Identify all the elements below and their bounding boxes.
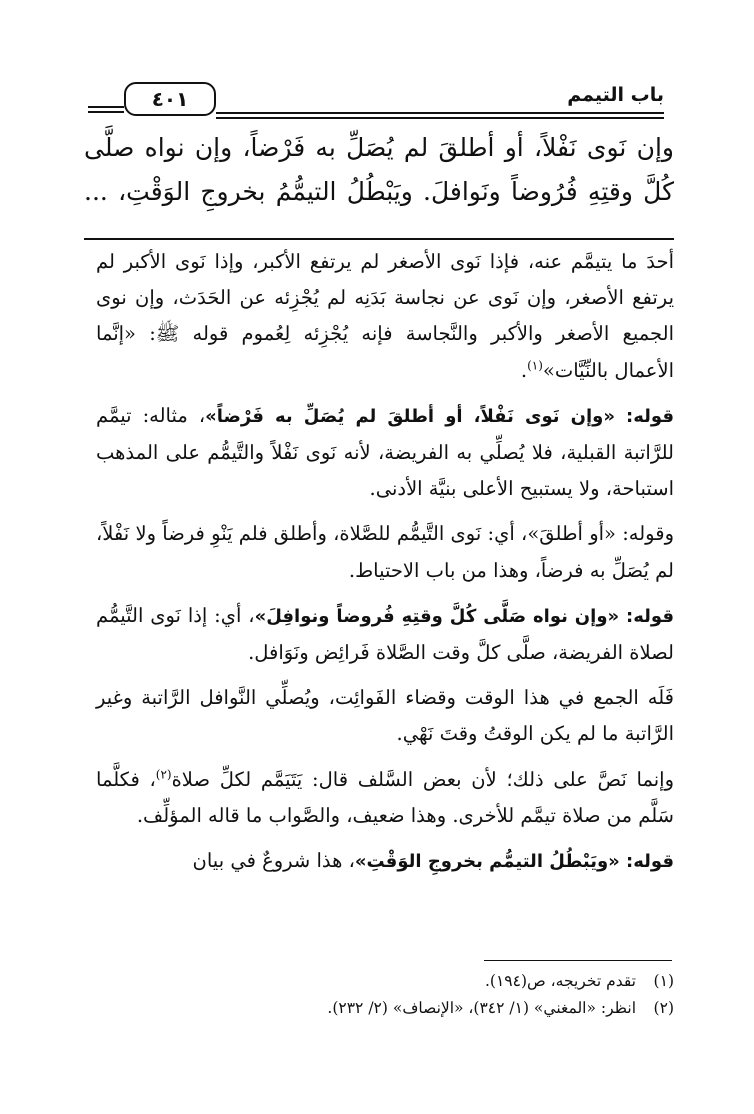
quoted-matn: قوله: «ويَبْطُلُ التيمُّم بخروجِ الوَقْتِ» (354, 851, 674, 873)
quoted-matn: قوله: «وإن نواه صَلَّى كُلَّ وقتِهِ فُروضاً ونوافِلَ» (254, 605, 675, 627)
header-rule (88, 111, 124, 113)
footnote-ref: (٢) (155, 767, 172, 782)
quoted-matn: قوله: «وإن نَوى نَفْلاً، أو أطلقَ لم يُصَلِّ به فَرْضاً» (205, 405, 674, 427)
footnote (96, 968, 674, 995)
paragraph: وقوله: «أو أطلقَ»، أي: نَوى التَّيمُّم للصَّلاة، وأطلق فلم يَنْوِ فرضاً ولا نَفْلاً، لم يُصَلِّ به فرضاً، وهذا من باب الاحتياط. (96, 522, 674, 582)
footnote (96, 995, 674, 1022)
header-rule (216, 112, 664, 114)
paragraph: فَلَه الجمع في هذا الوقت وقضاء الفَوائِت، ويُصلِّي النَّوافل الرَّاتبة وغير الرَّاتبة ما لم يكن الوقتُ وقتَ نَهْي. (96, 686, 674, 746)
footnotes (96, 968, 674, 1022)
footnote-ref: (١) (527, 358, 543, 373)
commentary (96, 244, 674, 889)
paragraph: قوله: «وإن نواه صَلَّى كُلَّ وقتِهِ فُروضاً ونوافِلَ»، أي: إذا نَوى التَّيمُّم لصلاة الفريضة، صلَّى كلَّ وقت الصَّلاة فَرائِض ونَوَافل. (96, 603, 675, 665)
matn-line: كُلَّ وقتِهِ فُرُوضاً ونَوافلَ. ويَبْطُلُ التيمُّمُ بخروجِ الوَقْتِ، ... (84, 177, 674, 206)
page-header (88, 82, 664, 122)
footnote-text: انظر: «المغني» (١/ ٣٤٢)، «الإنصاف» (٢/ ٢٣٢). (327, 999, 636, 1017)
page-number: ٤٠١ (124, 82, 216, 116)
footnote-text: تقدم تخريجه، ص(١٩٤). (484, 972, 636, 990)
matn-separator (84, 238, 674, 240)
paragraph: قوله: «وإن نَوى نَفْلاً، أو أطلقَ لم يُصَلِّ به فَرْضاً»، مثاله: تيمَّم للرَّاتبة القبلية، فلا يُصلِّي به الفريضة، لأنه نَوى نَفْلاً والتَّيمُّم على المذهب استباحة، ولا يستبيح الأعلى بنيَّة الأدنى. (96, 403, 674, 501)
matn-line: وإن نَوى نَفْلاً، أو أطلقَ لم يُصَلِّ به فَرْضاً، وإن نواه صلَّى (84, 133, 674, 162)
header-rule (216, 117, 664, 119)
paragraph: وإنما نَصَّ على ذلك؛ لأن بعض السَّلف قال: يَتَيَمَّم لكلِّ صلاة$^{(٢)}$، فكلَّما سَلَّم من صلاة تيمَّم للأخرى. وهذا ضعيف، والصَّواب ما قاله المؤلِّف. (96, 767, 674, 827)
chapter-title: باب التيمم (567, 84, 664, 106)
paragraph: أحدَ ما يتيمَّم عنه، فإذا نَوى الأصغر لم يرتفع الأكبر، وإذا نَوى الأكبر لم يرتفع الأصغر، وإن نَوى عن نجاسة بَدَنِه لم يُجْزِئه عن الحَدَث، وإن نوى الجميع الأصغر والأكبر والنَّجاسة فإنه يُجْزِئه لِعُموم قوله ﷺ: «إنَّما الأعمال بالنِّيَّات»$^{(١)}$. (96, 250, 674, 382)
paragraph: قوله: «ويَبْطُلُ التيمُّم بخروجِ الوَقْتِ»، هذا شروعٌ في بيان (192, 849, 674, 873)
footnote-number: (٢) (653, 999, 674, 1017)
matn-text (84, 126, 674, 214)
footnote-separator (484, 960, 672, 961)
footnote-number: (١) (653, 972, 674, 990)
header-rule (88, 106, 124, 108)
